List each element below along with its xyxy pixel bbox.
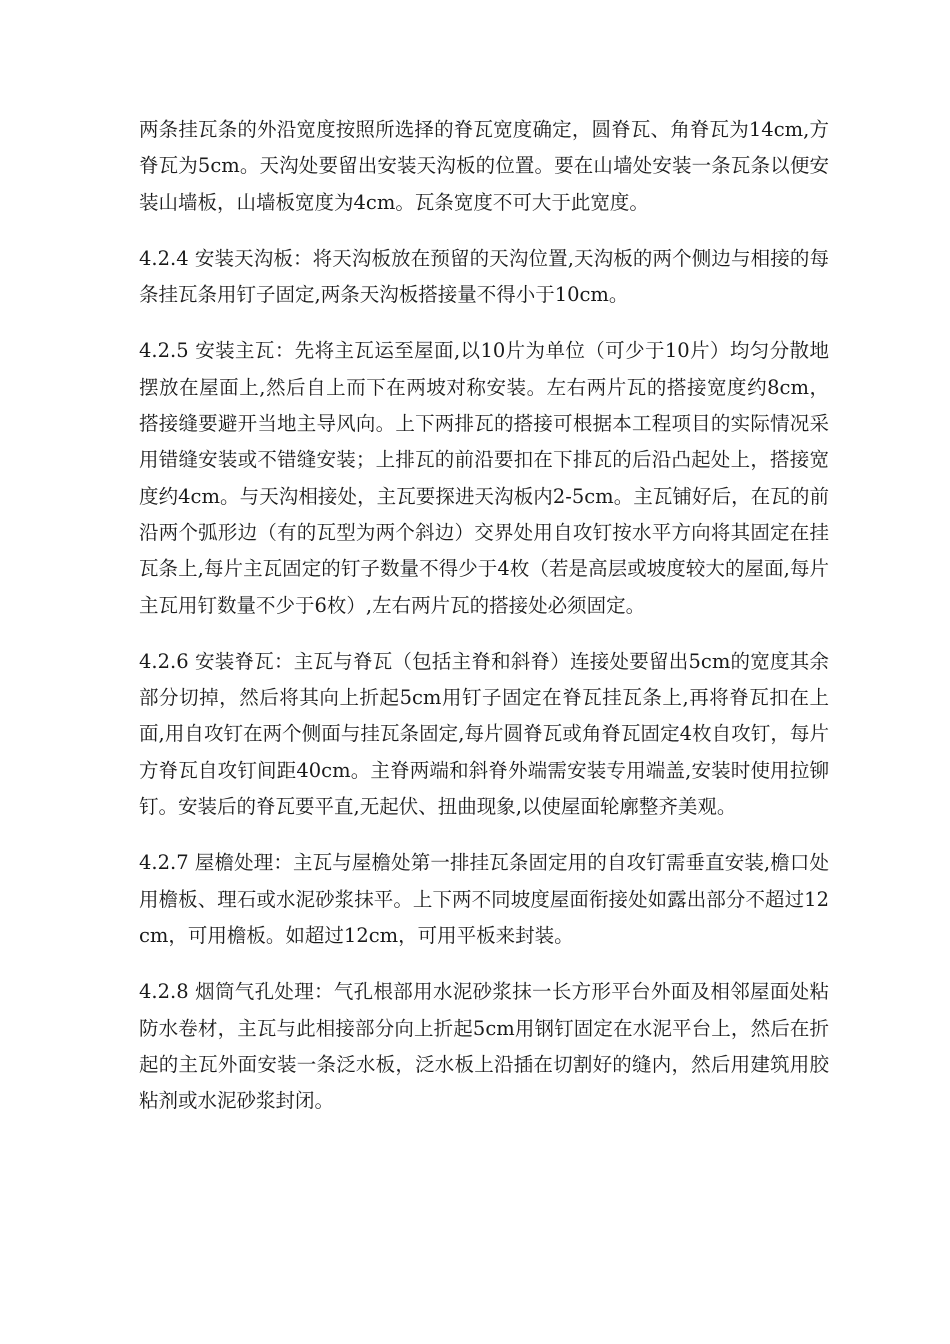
paragraph-batten-width: 两条挂瓦条的外沿宽度按照所选择的脊瓦宽度确定，圆脊瓦、角脊瓦为14cm,方脊瓦为5cm。天沟处要留出安装天沟板的位置。要在山墙处安装一条瓦条以便安装山墙板，山墙板宽度为4cm。瓦条宽度不可大于此宽度。 [139, 118, 829, 214]
paragraph-4-2-4-gutter-board: 4.2.4 安装天沟板：将天沟板放在预留的天沟位置,天沟板的两个侧边与相接的每条挂瓦条用钉子固定,两条天沟板搭接量不得小于10cm。 [139, 246, 829, 307]
paragraph-4-2-5-main-tile: 4.2.5 安装主瓦：先将主瓦运至屋面,以10片为单位（可少于10片）均匀分散地摆放在屋面上,然后自上而下在两坡对称安装。左右两片瓦的搭接宽度约8cm，搭接缝要避开当地主导风向。上下两排瓦的搭接可根据本工程项目的实际情况采用错缝安装或不错缝安装；上排瓦的前沿要扣在下排瓦的后沿凸起处上，搭接宽度约4cm。与天沟相接处，主瓦要探进天沟板内2-5cm。主瓦铺好后，在瓦的前沿两个弧形边（有的瓦型为两个斜边）交界处用自攻钉按水平方向将其固定在挂瓦条上,每片主瓦固定的钉子数量不得少于4枚（若是高层或坡度较大的屋面,每片主瓦用钉数量不少于6枚）,左右两片瓦的搭接处必须固定。 [139, 339, 829, 617]
paragraph-4-2-6-ridge-tile: 4.2.6 安装脊瓦：主瓦与脊瓦（包括主脊和斜脊）连接处要留出5cm的宽度其余部分切掉，然后将其向上折起5cm用钉子固定在脊瓦挂瓦条上,再将脊瓦扣在上面,用自攻钉在两个侧面与挂瓦条固定,每片圆脊瓦或角脊瓦固定4枚自攻钉，每片方脊瓦自攻钉间距40cm。主脊两端和斜脊外端需安装专用端盖,安装时使用拉铆钉。安装后的脊瓦要平直,无起伏、扭曲现象,以使屋面轮廓整齐美观。 [139, 649, 829, 819]
document-body [139, 112, 829, 1119]
paragraph-4-2-7-eaves: 4.2.7 屋檐处理：主瓦与屋檐处第一排挂瓦条固定用的自攻钉需垂直安装,檐口处用檐板、理石或水泥砂浆抹平。上下两不同坡度屋面衔接处如露出部分不超过12cm，可用檐板。如超过12cm，可用平板来封装。 [139, 851, 829, 947]
paragraph-4-2-8-chimney-vent: 4.2.8 烟筒气孔处理：气孔根部用水泥砂浆抹一长方形平台外面及相邻屋面处粘防水卷材，主瓦与此相接部分向上折起5cm用钢钉固定在水泥平台上，然后在折起的主瓦外面安装一条泛水板，泛水板上沿插在切割好的缝内，然后用建筑用胶粘剂或水泥砂浆封闭。 [139, 980, 829, 1113]
